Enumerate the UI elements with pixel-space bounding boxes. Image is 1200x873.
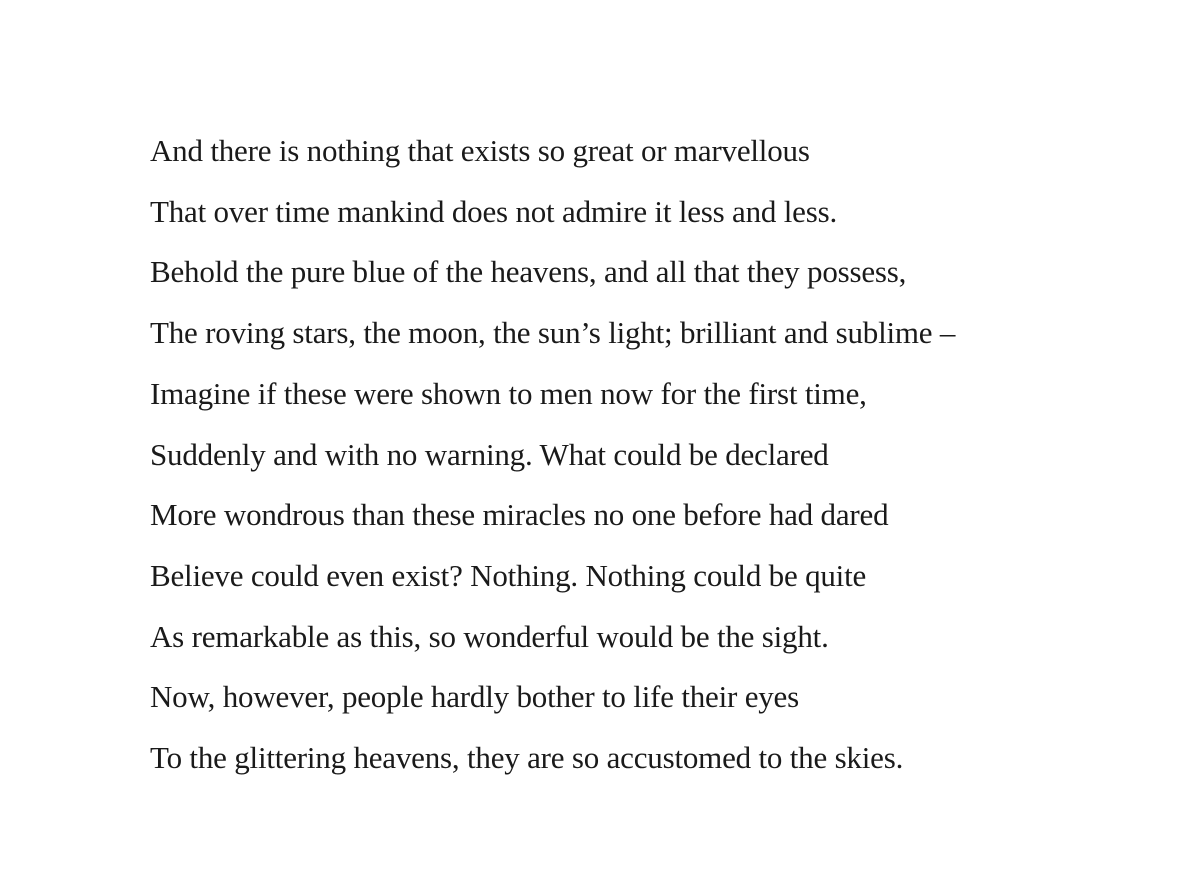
poem-line: And there is nothing that exists so great or marvellous — [150, 133, 810, 168]
poem-line: Believe could even exist? Nothing. Nothing could be quite — [150, 557, 867, 593]
poem-line: Suddenly and with no warning. What could be declared — [150, 436, 829, 472]
poem-line: To the glittering heavens, they are so accustomed to the skies. — [150, 740, 904, 776]
poem-line: Imagine if these were shown to men now for the first time, — [150, 375, 867, 411]
poem-line: Now, however, people hardly bother to life their eyes — [150, 679, 799, 715]
poem-line: That over time mankind does not admire it less and less. — [150, 193, 838, 229]
poem-line: More wondrous than these miracles no one before had dared — [150, 497, 889, 533]
poem-text — [150, 121, 955, 789]
poem-line: As remarkable as this, so wonderful would be the sight. — [150, 618, 829, 654]
poem-line: Behold the pure blue of the heavens, and all that they possess, — [150, 254, 907, 290]
poem-line: The roving stars, the moon, the sun’s light; brilliant and sublime – — [150, 315, 956, 351]
